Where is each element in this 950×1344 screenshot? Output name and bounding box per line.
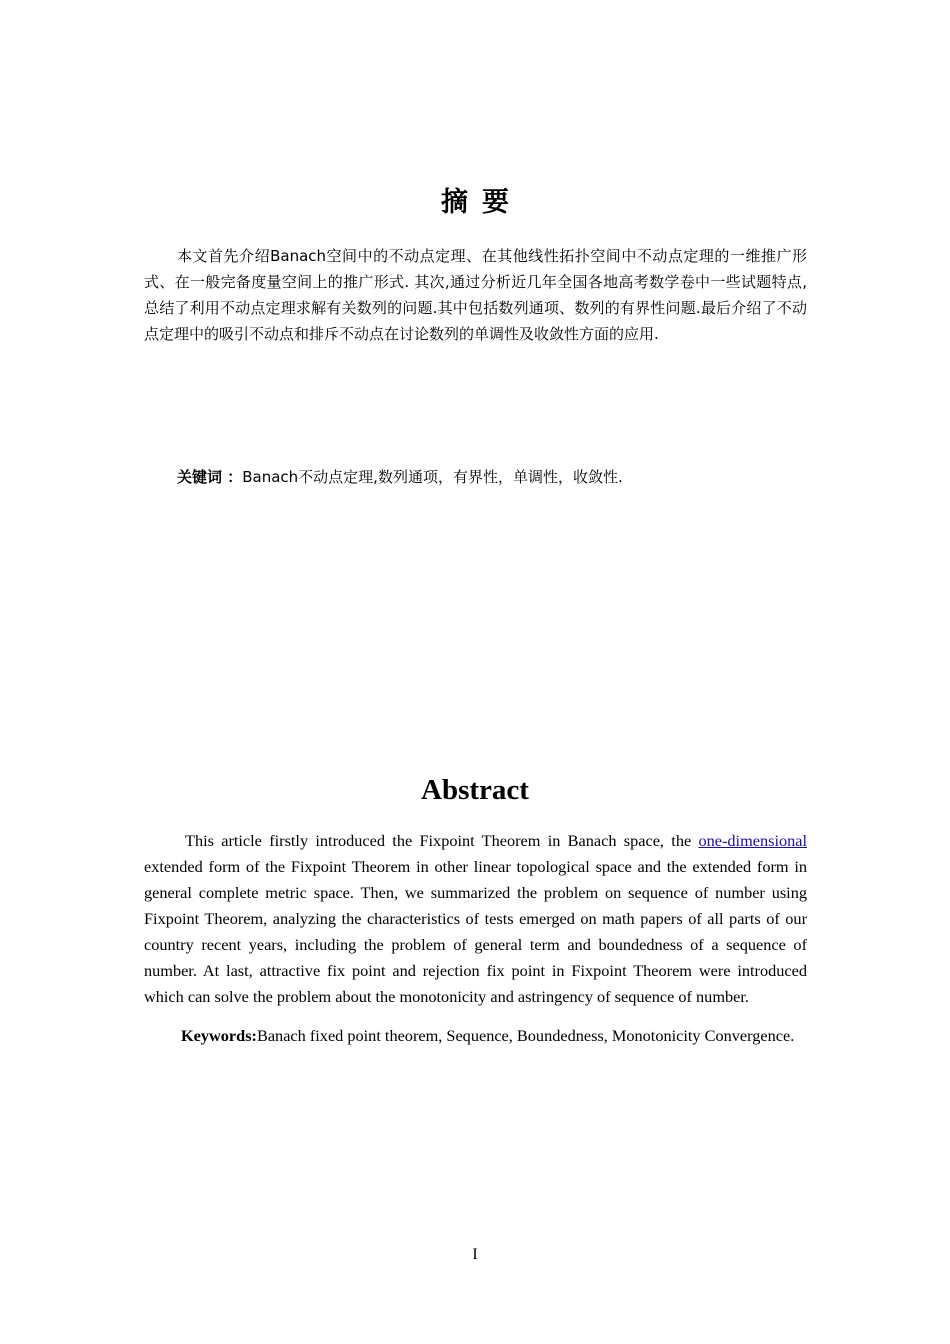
chinese-abstract-title: 摘要 (441, 187, 523, 218)
english-keywords-label: Keywords: (181, 1026, 257, 1045)
chinese-keywords-text: Banach不动点定理,数列通项，有界性，单调性，收敛性. (242, 468, 623, 486)
english-abstract-text-end: extended form of the Fixpoint Theorem in other linear topological space and the extended form in general complete metric space. Then, we summarized the problem on sequence of number using Fixpoint Theorem, analyzing the characteristics of tests emerged on math papers of all parts of our country recent years, including the problem of general term and boundedness of a sequence of number. At last, attractive fix point and rejection fix point in Fixpoint Theorem were introduced which can solve the problem about the monotonicity and astringency of sequence of number. (144, 857, 807, 1006)
one-dimensional-link[interactable]: one-dimensional (698, 831, 807, 850)
chinese-keywords (177, 464, 807, 490)
chinese-keywords-label: 关键词 ： (177, 468, 243, 486)
english-keywords (144, 1023, 807, 1049)
page-number: I (472, 1246, 478, 1263)
chinese-abstract-body: 本文首先介绍Banach空间中的不动点定理、在其他线性拓扑空间中不动点定理的一维推广形式、在一般完备度量空间上的推广形式. 其次,通过分析近几年全国各地高考数学卷中一些试题特点,总结了利用不动点定理求解有关数列的问题.其中包括数列通项、数列的有界性问题.最后介绍了不动点定理中的吸引不动点和排斥不动点在讨论数列的单调性及收敛性方面的应用. (144, 247, 807, 343)
english-abstract-body (144, 828, 807, 1010)
english-keywords-text: Banach fixed point theorem, Sequence, Boundedness, Monotonicity Convergence. (256, 1026, 795, 1045)
english-abstract-title: Abstract (421, 774, 529, 806)
english-abstract-text-start: This article firstly introduced the Fixpoint Theorem in Banach space, the (185, 831, 699, 850)
